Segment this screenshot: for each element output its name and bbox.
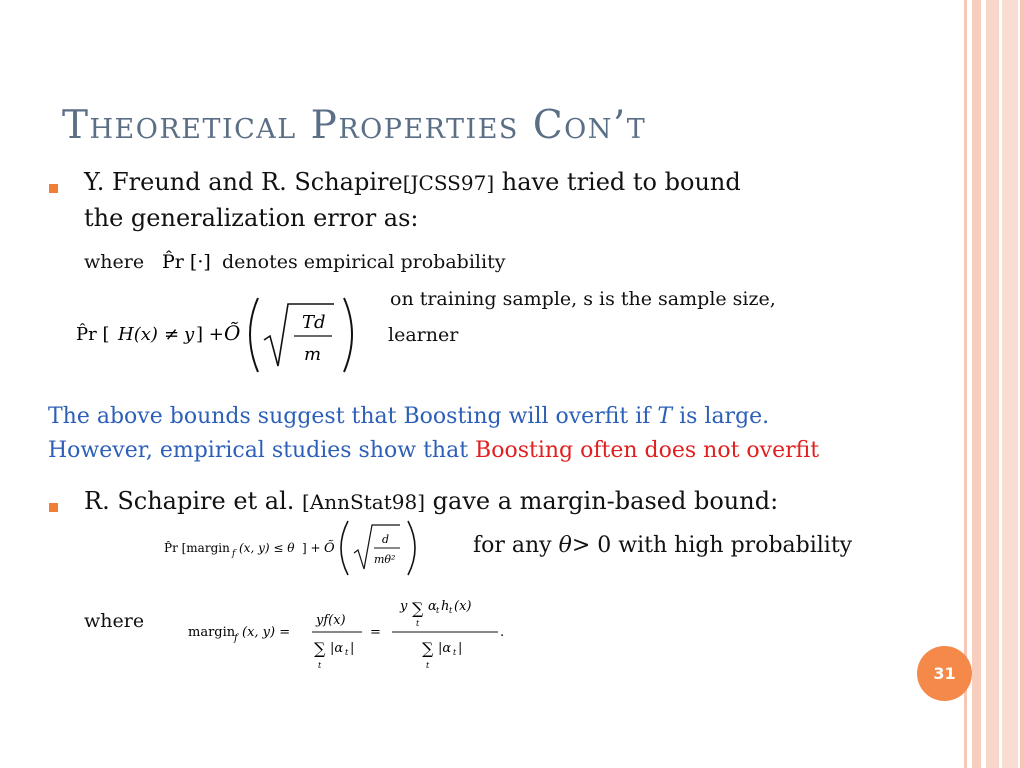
svg-text:∑: ∑ [422, 639, 434, 658]
bullet-1-line-1 [84, 168, 741, 196]
svg-text:t: t [345, 648, 349, 657]
margin-definition-formula [186, 592, 516, 674]
svg-text:H(x): H(x) [118, 324, 158, 345]
slide-number-badge: 31 [917, 646, 972, 701]
svg-text:Td: Td [302, 312, 326, 333]
svg-text:t: t [449, 606, 453, 615]
svg-text:] +: ] + [196, 324, 224, 345]
bullet-1-text-a: Y. Freund and R. Schapire [84, 168, 403, 196]
overfit-text-a: The above bounds suggest that Boosting will overfit if [48, 404, 658, 429]
stripe [1020, 0, 1024, 768]
bullet-2-text-b: gave a margin-based bound: [425, 487, 779, 515]
svg-text:mθ²: mθ² [374, 553, 396, 566]
svg-text:|: | [458, 641, 463, 656]
slide-title: Theoretical Properties Con’t [62, 103, 647, 148]
empirical-probability-symbol [160, 246, 224, 276]
svg-text:≠: ≠ [164, 324, 180, 345]
overfit-T: T [657, 404, 673, 429]
condition-text-b: > 0 with high probability [571, 533, 853, 558]
svg-text:t: t [318, 661, 322, 670]
svg-text:=: = [370, 625, 381, 640]
svg-text:] +: ] + [302, 541, 321, 555]
margin-condition [473, 533, 852, 558]
condition-text-a: for any [473, 533, 559, 558]
svg-text:∑: ∑ [314, 639, 326, 658]
stripe [1002, 0, 1018, 768]
svg-text:P̂r [: P̂r [ [76, 324, 110, 345]
svg-text:y: y [400, 599, 408, 614]
bullet-1-line-2: the generalization error as: [84, 204, 419, 232]
svg-text:|α: |α [330, 641, 344, 656]
theta-symbol: θ [558, 533, 572, 558]
svg-text:f: f [234, 633, 238, 644]
empirical-text: However, empirical studies show that [48, 438, 476, 463]
stripe [964, 0, 967, 768]
svg-text:Õ: Õ [324, 541, 335, 556]
svg-text:.: . [500, 625, 505, 640]
svg-text:|: | [350, 641, 355, 656]
bullet-2-line [84, 487, 778, 515]
svg-text:t: t [453, 648, 457, 657]
svg-text:(x, y) ≤ θ: (x, y) ≤ θ [239, 541, 295, 555]
svg-text:Õ: Õ [224, 321, 241, 345]
where-label-2: where [84, 610, 145, 632]
svg-text:m: m [304, 344, 322, 365]
svg-text:t: t [426, 661, 430, 670]
svg-text:α: α [428, 599, 437, 614]
svg-text:|α: |α [438, 641, 452, 656]
bullet-2-text-a: R. Schapire et al. [84, 487, 303, 515]
decorative-stripes [964, 0, 1024, 768]
note-line-1: on training sample, s is the sample size, [390, 288, 776, 310]
overfit-statement-line-1 [48, 404, 769, 429]
svg-text:d: d [382, 533, 390, 546]
svg-text:(x): (x) [454, 599, 472, 614]
svg-text:P̂r [·]: P̂r [·] [162, 251, 211, 273]
stripe [986, 0, 999, 768]
svg-text:t: t [416, 619, 420, 628]
svg-text:yf(x): yf(x) [316, 613, 346, 628]
bullet-marker-1 [49, 184, 58, 193]
svg-text:y: y [184, 324, 195, 345]
where-label-1: where [84, 251, 145, 273]
overfit-text-b: is large. [672, 404, 770, 429]
does-not-overfit-text: Boosting often does not overfit [475, 438, 820, 463]
where-text-1: denotes empirical probability [222, 251, 506, 273]
svg-text:∑: ∑ [412, 599, 424, 618]
margin-bound-formula [162, 517, 458, 579]
generalization-bound-formula [72, 288, 372, 380]
bullet-marker-2 [49, 503, 58, 512]
svg-text:h: h [441, 599, 450, 614]
overfit-statement-line-2 [48, 438, 819, 463]
svg-text:t: t [436, 606, 440, 615]
stripe [972, 0, 981, 768]
bullet-2-ref: [AnnStat98] [302, 490, 426, 514]
svg-text:f: f [232, 549, 236, 559]
bullet-1-ref: [JCSS97] [402, 171, 495, 195]
svg-text:margin: margin [188, 625, 236, 640]
svg-text:P̂r [margin: P̂r [margin [164, 541, 230, 555]
bullet-1-text-b: have tried to bound [494, 168, 741, 196]
svg-text:(x, y) =: (x, y) = [242, 625, 291, 640]
note-line-2: learner [388, 324, 459, 346]
